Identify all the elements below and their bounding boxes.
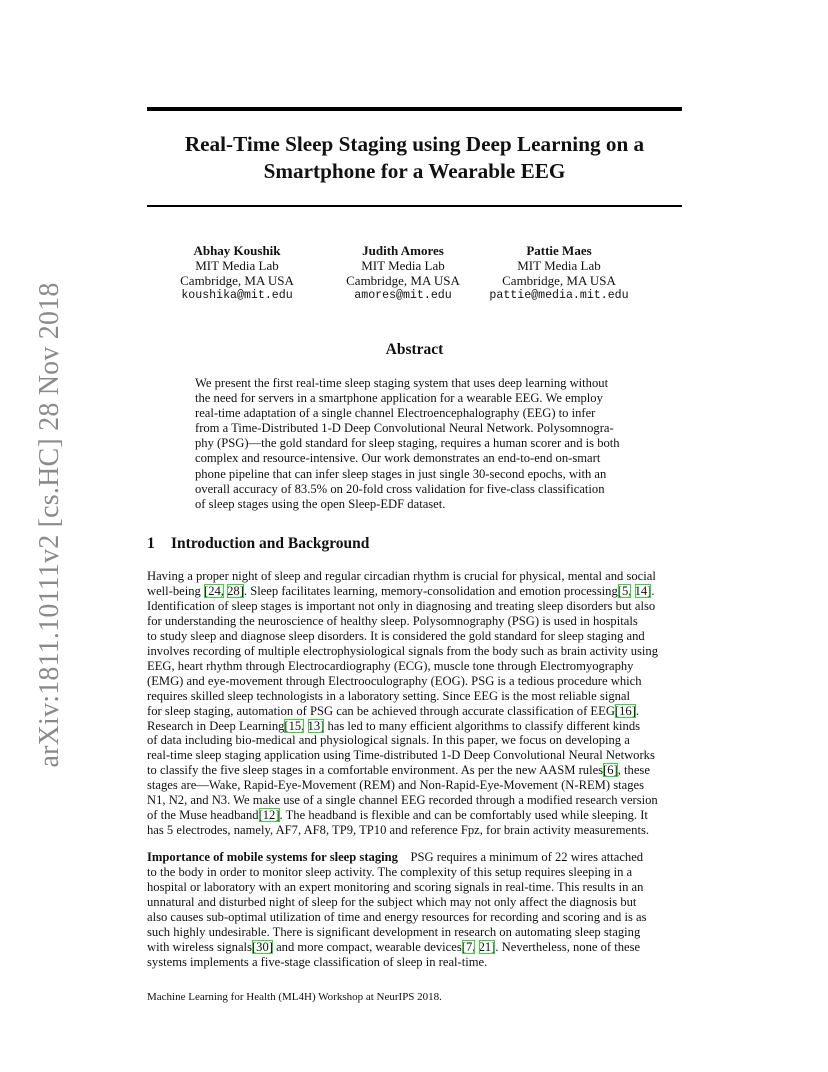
body-line	[147, 895, 683, 910]
body-line	[147, 940, 683, 955]
body-line	[147, 733, 683, 748]
author-card	[147, 243, 327, 303]
author-name: Abhay Koushik	[193, 243, 281, 258]
text-run: N1, N2, and N3. We make use of a single channel EEG recorded through a modified research version	[147, 793, 658, 808]
paper-title	[147, 131, 682, 185]
text-run: of the Muse headband	[147, 808, 259, 823]
body-line	[147, 614, 683, 629]
author-card	[313, 243, 493, 303]
body-line	[147, 808, 683, 823]
author-location: Cambridge, MA USA	[180, 273, 294, 288]
text-run: (EMG) and eye-movement through Electrooculography (EOG). PSG is a tedious procedure which	[147, 673, 642, 688]
author-location: Cambridge, MA USA	[502, 273, 616, 288]
body-line	[147, 719, 683, 734]
citation-link[interactable]: 28]	[227, 583, 244, 598]
body-line	[147, 569, 683, 584]
text-run: and more compact, wearable devices	[272, 939, 462, 954]
text-run: Research in Deep Learning	[147, 718, 285, 733]
body-line	[147, 584, 683, 599]
author-name: Pattie Maes	[526, 243, 592, 258]
author-affiliation: MIT Media Lab	[517, 258, 601, 273]
text-run: to study sleep and diagnose sleep disorders. It is considered the gold standard for sleep staging and	[147, 628, 645, 643]
citation-link[interactable]: [7,	[461, 939, 476, 954]
author-name: Judith Amores	[362, 243, 444, 258]
body-line	[147, 865, 683, 880]
author-location: Cambridge, MA USA	[346, 273, 460, 288]
text-run: for sleep staging, automation of PSG can be achieved through accurate classification of EEG	[147, 703, 615, 718]
abstract-line: We present the first real-time sleep staging system that uses deep learning without	[195, 376, 609, 390]
body-line	[147, 748, 683, 763]
body-line	[147, 674, 683, 689]
text-run: .	[651, 583, 655, 598]
body-line	[147, 793, 683, 808]
text-run: of data including bio-medical and physiological signals. In this paper, we focus on developing a	[147, 733, 630, 748]
citation-link[interactable]: 13]	[307, 718, 325, 733]
abstract-line: complex and resource-intensive. Our work demonstrates an end-to-end on-smart	[195, 451, 601, 466]
citation-link[interactable]: [15,	[284, 718, 305, 733]
text-run: with wireless signals	[147, 939, 252, 954]
intro-paragraph	[147, 569, 683, 838]
abstract-line: from a Time-Distributed 1-D Deep Convolutional Neural Network. Polysomnogra-	[195, 421, 614, 436]
author-email[interactable]: amores@mit.edu	[354, 289, 452, 302]
text-run: , these	[617, 763, 650, 778]
text-run: .	[635, 703, 640, 718]
paragraph-runin-heading: Importance of mobile systems for sleep staging	[147, 850, 398, 864]
text-run: has 5 electrodes, namely, AF7, AF8, TP9, TP10 and reference Fpz, for brain activity measurements.	[147, 823, 649, 838]
title-top-rule	[147, 107, 682, 111]
body-line	[147, 823, 683, 838]
text-run: . Sleep facilitates learning, memory-consolidation and emotion processing	[243, 583, 618, 598]
body-line	[147, 689, 683, 704]
body-line	[147, 659, 683, 674]
author-email[interactable]: pattie@media.mit.edu	[489, 289, 629, 302]
author-affiliation: MIT Media Lab	[195, 258, 279, 273]
abstract-line: overall accuracy of 83.5% on 20-fold cross validation for five-class classification	[195, 481, 605, 496]
citation-link[interactable]: [24,	[204, 583, 224, 598]
body-line	[147, 599, 683, 614]
text-run: requires skilled sleep technologists in a laboratory setting. Since EEG is the most reliable signal	[147, 688, 631, 703]
title-bottom-rule	[147, 205, 682, 207]
text-run: systems implements a five-stage classification of sleep in real-time.	[147, 954, 488, 969]
citation-link[interactable]: 14]	[634, 583, 652, 598]
abstract-line: real-time adaptation of a single channel Electroencephalography (EEG) to infer	[195, 406, 596, 421]
text-run: hospital or laboratory with an expert monitoring and scoring signals in real-time. This results in an	[147, 879, 644, 894]
text-run: EEG, heart rhythm through Electrocardiography (ECG), muscle tone through Electromyography	[147, 658, 634, 673]
abstract-line: of sleep stages using the open Sleep-EDF dataset.	[195, 496, 446, 511]
citation-link[interactable]: [12]	[258, 808, 280, 823]
text-run: such highly undesirable. There is significant development in research on automating sleep staging	[147, 924, 641, 939]
body-line	[147, 925, 683, 940]
body-line	[147, 763, 683, 778]
body-line	[147, 629, 683, 644]
body-line	[147, 880, 683, 895]
text-run: well-being	[147, 583, 205, 598]
citation-link[interactable]: [16]	[614, 703, 636, 718]
paper-title-line: Real-Time Sleep Staging using Deep Learning on a	[184, 132, 645, 156]
section-heading	[147, 535, 369, 553]
author-email[interactable]: koushika@mit.edu	[181, 289, 293, 302]
paper-title-line: Smartphone for a Wearable EEG	[263, 159, 566, 183]
citation-link[interactable]: [30]	[251, 939, 273, 954]
text-run: Having a proper night of sleep and regular circadian rhythm is crucial for physical, mental and social	[147, 569, 656, 583]
venue-footnote: Machine Learning for Health (ML4H) Workshop at NeurIPS 2018.	[147, 991, 442, 1003]
text-run: involves recording of multiple electrophysiological signals from the body such as brain activity using	[147, 643, 658, 658]
mobile-paragraph	[147, 850, 683, 970]
body-line	[147, 955, 683, 970]
citation-link[interactable]: [5,	[617, 583, 632, 598]
abstract-line: the need for servers in a smartphone application for a wearable EEG. We employ	[195, 391, 603, 406]
text-run: also causes sub-optimal utilization of time and energy resources for recording and scoring and is as	[147, 909, 647, 924]
text-run: . Nevertheless, none of these	[495, 939, 641, 954]
body-line	[147, 850, 683, 865]
text-run: real-time sleep staging application using Time-distributed 1-D Deep Convolutional Neural Networks	[147, 748, 655, 763]
body-line	[147, 910, 683, 925]
author-affiliation: MIT Media Lab	[361, 258, 445, 273]
section-number: 1	[147, 535, 155, 552]
text-run: . The headband is flexible and can be comfortably used while sleeping. It	[279, 808, 648, 823]
arxiv-stamp: arXiv:1811.10111v2 [cs.HC] 28 Nov 2018	[34, 282, 65, 768]
text-run: to the body in order to monitor sleep activity. The complexity of this setup requires sleeping in a	[147, 864, 633, 879]
text-run: to classify the five sleep stages in a comfortable environment. As per the new AASM rules	[147, 763, 604, 778]
text-run: for understanding the neuroscience of healthy sleep. Polysomnography (PSG) is used in hospitals	[147, 613, 638, 628]
section-title: Introduction and Background	[171, 535, 370, 552]
citation-link[interactable]: 21]	[478, 939, 496, 954]
citation-link[interactable]: [6]	[603, 763, 618, 778]
abstract-body	[195, 376, 635, 512]
abstract-line: phy (PSG)—the gold standard for sleep staging, requires a human scorer and is both	[195, 436, 620, 451]
text-run: Identification of sleep stages is important not only in diagnosing and treating sleep disorders but also	[147, 598, 656, 613]
body-line	[147, 644, 683, 659]
abstract-line: phone pipeline that can infer sleep stages in just single 30-second epochs, with an	[195, 466, 607, 481]
text-run: has led to many efficient algorithms to classify different kinds	[324, 718, 641, 733]
text-run: PSG requires a minimum of 22 wires attached	[410, 850, 644, 864]
body-line	[147, 704, 683, 719]
text-run: stages are—Wake, Rapid-Eye-Movement (REM) and Non-Rapid-Eye-Movement (N-REM) stages	[147, 778, 644, 793]
author-card	[469, 243, 649, 303]
body-line	[147, 778, 683, 793]
text-run: unnatural and disturbed night of sleep for the subject which may not only affect the diagnosis but	[147, 894, 637, 909]
abstract-heading: Abstract	[385, 341, 444, 358]
